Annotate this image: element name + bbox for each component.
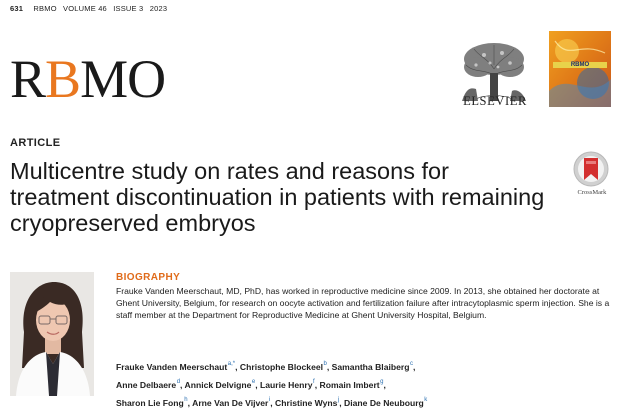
- volume-label: VOLUME 46: [63, 4, 107, 13]
- journal-abbrev: RBMO: [33, 4, 57, 13]
- cover-journal-label: RBMO: [553, 62, 607, 68]
- author[interactable]: Arne Van De Vijver$^i$: [192, 396, 271, 408]
- author[interactable]: Anne Delbaere$^d$: [116, 378, 181, 390]
- author[interactable]: Sharon Lie Fong$^h$: [116, 396, 188, 408]
- affiliation-marker[interactable]: d: [176, 378, 181, 385]
- author[interactable]: Christine Wyns$^j$: [275, 396, 340, 408]
- crossmark-label: CrossMark: [577, 189, 607, 196]
- affiliation-marker[interactable]: e: [251, 378, 256, 385]
- crossmark-icon[interactable]: [572, 150, 610, 190]
- affiliation-marker[interactable]: c: [409, 361, 413, 367]
- biography-text: Frauke Vanden Meerschaut, MD, PhD, has worked in reproductive medicine since 2009. In 2013, she obtained her doctorate at Ghent University, Belgium, for research on oocyte activation and fertilization failure after intracytoplasmic sperm injection. She is a staff member at the Department for Reproductive Medicine at Ghent University Hospital, Belgium.: [116, 286, 610, 320]
- author[interactable]: Laurie Henry$^f$: [259, 378, 315, 390]
- author[interactable]: Christophe Blockeel$^b$: [239, 361, 327, 372]
- page-number: 631: [10, 4, 24, 13]
- article-type: ARTICLE: [10, 137, 61, 149]
- author[interactable]: Diane De Neubourg$^k$: [344, 396, 428, 408]
- affiliation-marker[interactable]: g: [380, 378, 384, 385]
- affiliation-marker[interactable]: h: [184, 396, 188, 403]
- author-photo: [10, 272, 94, 396]
- publisher-name: ELSEVIER: [463, 94, 527, 108]
- issue-label: ISSUE 3: [113, 4, 144, 13]
- journal-cover-thumbnail[interactable]: [549, 31, 611, 107]
- article-title: Multicentre study on rates and reasons for treatment discontinuation in patients with remaining cryopreserved embryos: [10, 158, 545, 236]
- journal-logo[interactable]: [10, 49, 166, 109]
- affiliation-marker[interactable]: b: [323, 361, 327, 367]
- author-list: Frauke Vanden Meerschaut$^{a,*}$, Christophe Blockeel$^b$, Samantha Blaiberg$^c$, Anne Delbaere$^d$, Annick Delvigne$^e$, Laurie Henry$^f$, Romain Imbert$^g$, Sharon Lie Fong$^h$, Arne Van De Vijver$^i$, Christine Wyns$^j$, Diane De Neubourg$^k$: [116, 361, 428, 408]
- journal-logo-b: B: [45, 49, 81, 109]
- journal-logo-mo: MO: [80, 49, 166, 109]
- running-header: [10, 4, 167, 13]
- author[interactable]: Frauke Vanden Meerschaut$^{a,*}$: [116, 361, 236, 372]
- author[interactable]: Romain Imbert$^g$: [319, 378, 384, 390]
- affiliation-marker[interactable]: k: [424, 396, 428, 403]
- affiliation-marker[interactable]: a,*: [227, 361, 236, 367]
- author[interactable]: Annick Delvigne$^e$: [184, 378, 256, 390]
- affiliation-marker[interactable]: j: [337, 396, 340, 403]
- affiliation-marker[interactable]: f: [313, 378, 315, 385]
- biography-heading: BIOGRAPHY: [116, 272, 181, 283]
- journal-logo-r: R: [10, 49, 46, 109]
- year-label: 2023: [149, 4, 168, 13]
- affiliation-marker[interactable]: i: [268, 396, 271, 403]
- author[interactable]: Samantha Blaiberg$^c$: [331, 361, 413, 372]
